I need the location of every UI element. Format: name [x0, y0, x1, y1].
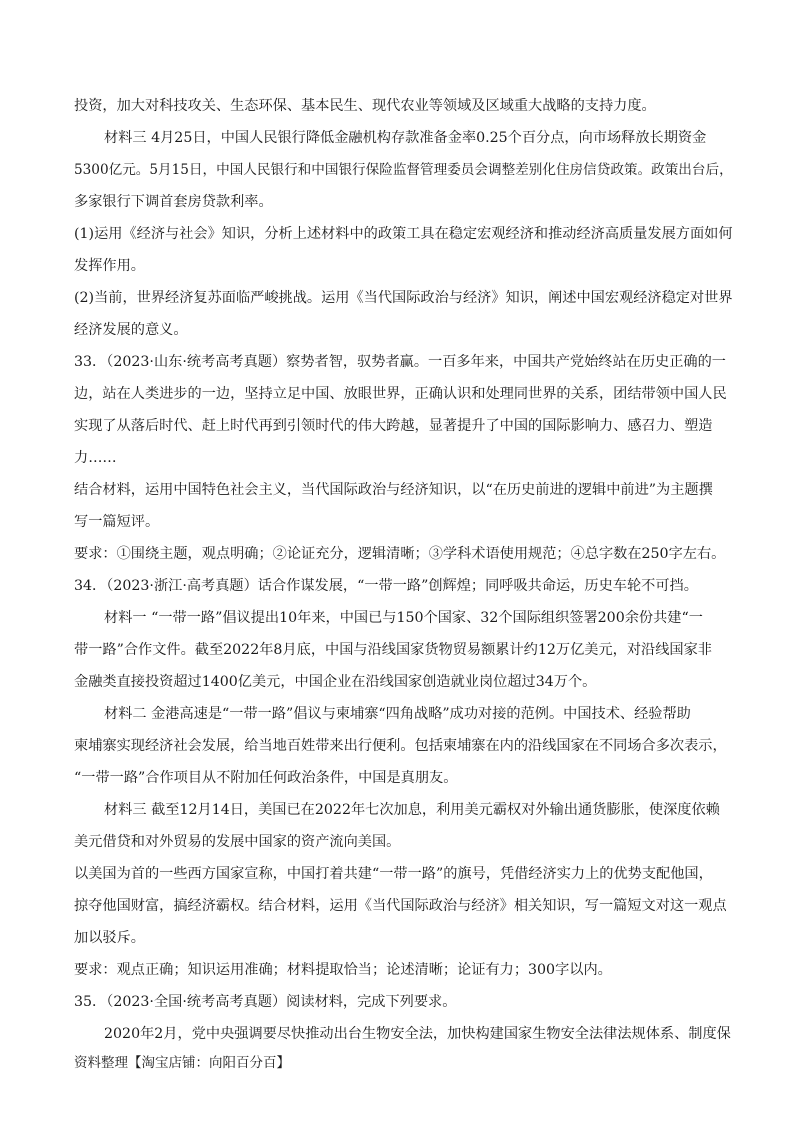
- question-35: 35．（2023·全国·统考高考真题）阅读材料，完成下列要求。: [74, 994, 457, 1010]
- requirements: 要求：观点正确；知识运用准确；材料提取恰当；论述清晰；论证有力；300字以内。: [74, 962, 612, 978]
- material-one: 材料一 “一带一路”倡议提出10年来，中国已与150个国家、32个国际组织签署200余份共建“一: [104, 610, 703, 626]
- text-line: 结合材料，运用中国特色社会主义，当代国际政治与经济知识，以“在历史前进的逻辑中前进”为主题撰: [74, 482, 713, 498]
- question-34: 34．（2023·浙江·高考真题）话合作谋发展，“一带一路”创辉煌；同呼吸共命运，历史车轮不可挡。: [74, 578, 698, 594]
- question-part: (1)运用《经济与社会》知识，分析上述材料中的政策工具在稳定宏观经济和推动经济高质量发展方面如何: [74, 226, 733, 242]
- text-line: 柬埔寨实现经济社会发展，给当地百姓带来出行便利。包括柬埔寨在内的沿线国家在不同场合多次表示，: [74, 738, 727, 754]
- requirements: 要求：①围绕主题，观点明确；②论证充分，逻辑清晰；③学科术语使用规范；④总字数在250字左右。: [74, 546, 726, 562]
- text-line: 带一路”合作文件。截至2022年8月底，中国与沿线国家货物贸易额累计约12万亿美元，对沿线国家非: [74, 642, 712, 658]
- question-33: 33．（2023·山东·统考高考真题）察势者智，驭势者赢。一百多年来，中国共产党始终站在历史正确的一: [74, 354, 726, 370]
- material-three: 材料三 截至12月14日，美国已在2022年七次加息，利用美元霸权对外输出通货膨胀，使深度依赖: [104, 802, 720, 818]
- text-line: 投资，加大对科技攻关、生态环保、基本民生、现代农业等领域及区域重大战略的支持力度。: [74, 98, 656, 114]
- material-two: 材料二 金港高速是“一带一路”倡议与柬埔寨“四角战略”成功对接的范例。中国技术、经验帮助: [104, 706, 691, 722]
- text-line: 材料三 4月25日，中国人民银行降低金融机构存款准备金率0.25个百分点，向市场释放长期资金: [104, 130, 707, 146]
- text-line: 美元借贷和对外贸易的发展中国家的资产流向美国。: [74, 834, 401, 850]
- text-line: 加以驳斥。: [74, 930, 145, 946]
- text-line: 经济发展的意义。: [74, 322, 188, 338]
- text-line: 力……: [74, 450, 117, 466]
- text-line: 金融类直接投资超过1400亿美元，中国企业在沿线国家创造就业岗位超过34万个。: [74, 674, 597, 690]
- text-line: “一带一路”合作项目从不附加任何政治条件，中国是真朋友。: [74, 770, 458, 786]
- text-line: 5300亿元。5月15日，中国人民银行和中国银行保险监督管理委员会调整差别化住房信贷政策。政策出台后，: [74, 162, 733, 178]
- text-line: 2020年2月，党中央强调要尽快推动出台生物安全法，加快构建国家生物安全法律法规体系、制度保: [104, 1026, 731, 1042]
- text-line: 发挥作用。: [74, 258, 145, 274]
- text-line: 实现了从落后时代、赶上时代再到引领时代的伟大跨越，显著提升了中国的国际影响力、感召力、塑造: [74, 418, 713, 434]
- page-footer: 资料整理【淘宝店铺：向阳百分百】: [74, 1055, 290, 1071]
- text-line: 写一篇短评。: [74, 514, 160, 530]
- text-line: 多家银行下调首套房贷款利率。: [74, 194, 273, 210]
- text-line: 掠夺他国财富，搞经济霸权。结合材料，运用《当代国际政治与经济》相关知识，写一篇短文对这一观点: [74, 898, 727, 914]
- text-line: 以美国为首的一些西方国家宣称，中国打着共建“一带一路”的旗号，凭借经济实力上的优势支配他国，: [74, 866, 713, 882]
- text-line: 边，站在人类进步的一边，坚持立足中国、放眼世界，正确认识和处理同世界的关系，团结带领中国人民: [74, 386, 727, 402]
- question-part: (2)当前，世界经济复苏面临严峻挑战。运用《当代国际政治与经济》知识，阐述中国宏观经济稳定对世界: [74, 290, 733, 306]
